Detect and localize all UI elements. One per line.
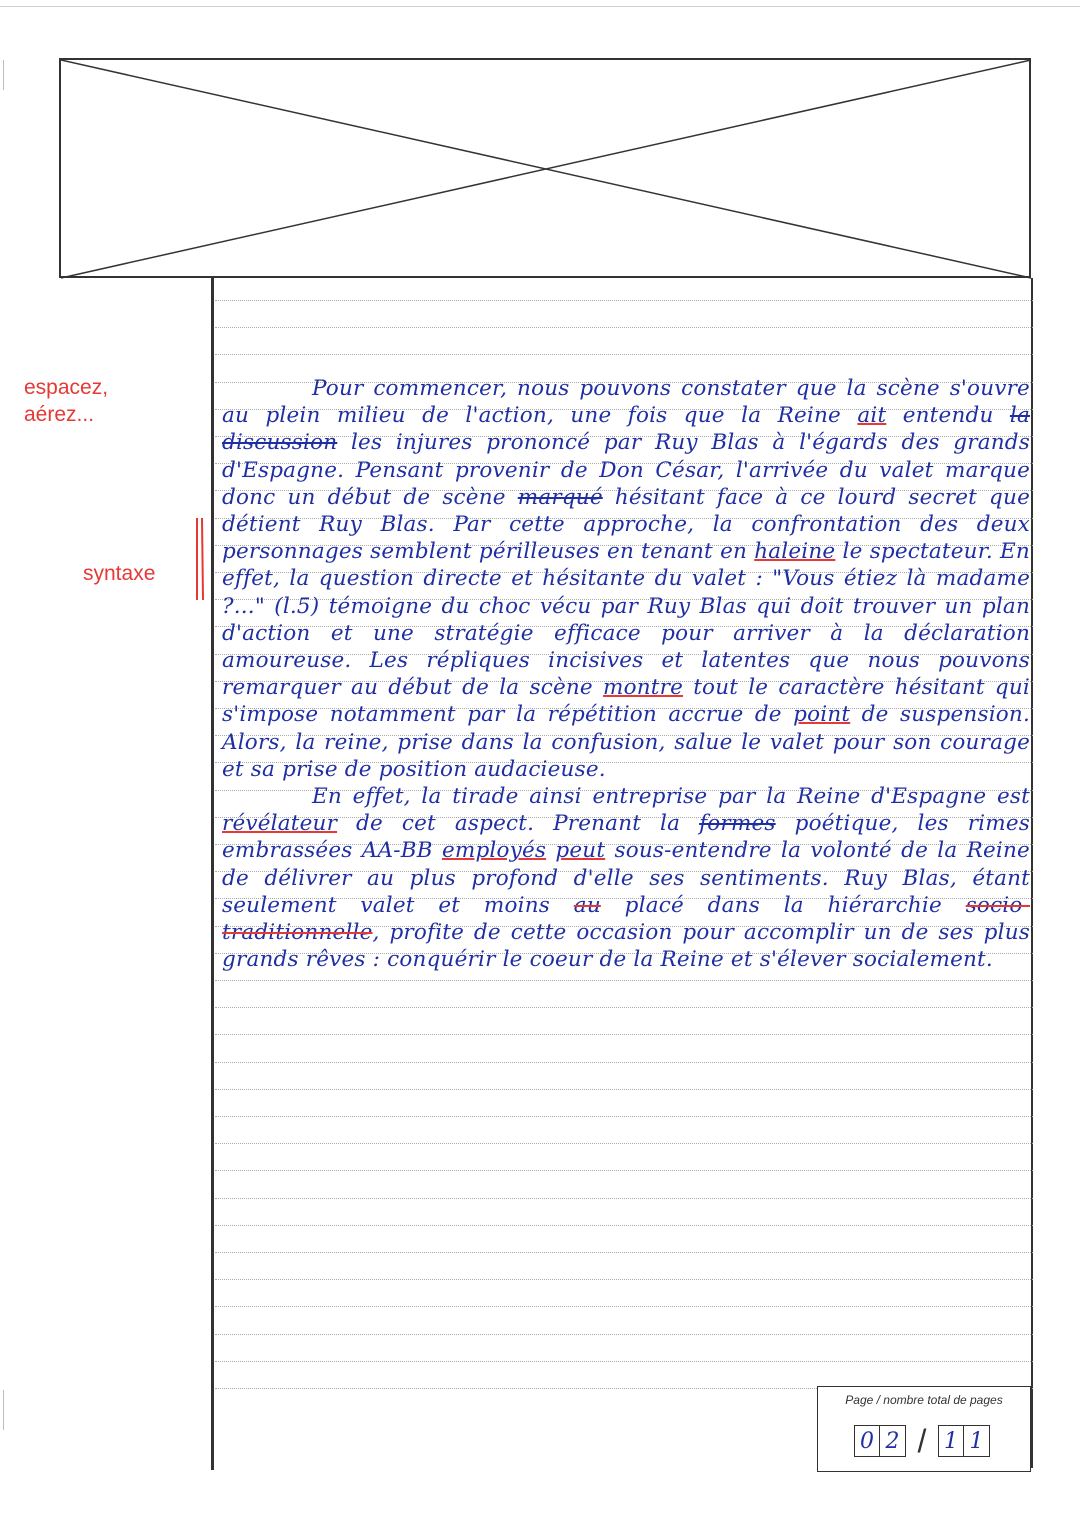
text-run: entendu <box>886 403 1010 429</box>
page-current-digit: 2 <box>880 1425 906 1457</box>
crossed-header-box <box>59 58 1031 278</box>
ruled-line <box>215 300 1033 301</box>
ruled-line <box>215 1143 1033 1144</box>
ruled-line <box>215 1361 1033 1362</box>
page-counter-box <box>817 1386 1031 1472</box>
crossed-out-word: la discussion <box>222 403 1030 456</box>
text-run: tout le caractère hésitant qui s'impose notamment par la répétition accrue de <box>222 675 1030 728</box>
crossed-out-word: au <box>573 892 601 918</box>
corrected-word: point <box>793 702 851 728</box>
ruled-line <box>215 1170 1033 1171</box>
text-run: de cet aspect. Prenant la <box>337 811 700 837</box>
scan-edge-mark <box>3 60 4 90</box>
ruled-line <box>215 327 1033 328</box>
ruled-line <box>215 1116 1033 1117</box>
page-total-digit: 1 <box>938 1425 964 1457</box>
margin-line <box>211 278 214 1470</box>
page-total-digit: 1 <box>964 1425 990 1457</box>
corrected-word: ait <box>857 403 887 429</box>
text-run: de suspension. Alors, la reine, prise dans la confusion, salue le valet pour son courage et sa prise de position audacieuse. <box>222 702 1031 782</box>
top-rule <box>0 6 1080 7</box>
crossed-out-word: socio-traditionnelle <box>222 892 1030 946</box>
corrected-word: employés <box>441 838 547 864</box>
page-slash: / <box>917 1422 927 1459</box>
ruled-line <box>215 1062 1033 1063</box>
text-run: placé dans la hiérarchie <box>600 892 966 918</box>
text-run: Pour commencer, nous pouvons constater que la scène s'ouvre au plein milieu de l'action, une fois que la Reine <box>222 376 1030 429</box>
crossed-out-word: marqué <box>517 484 603 510</box>
corrected-word: montre <box>603 675 684 701</box>
handwritten-text <box>222 375 1030 973</box>
corrected-word: haleine <box>754 539 836 565</box>
text-run: le spectateur. En effet, la question directe et hésitante du valet : "Vous étiez là madame ?..." (l.5) témoigne du choc vécu par Ruy Blas qui doit trouver un plan d'action et une stratégie efficace pour arriver à la déclaration amoureuse. Les répliques incisives et latentes que nous pouvons remarquer au début de la scène <box>222 539 1030 701</box>
ruled-line <box>215 354 1033 355</box>
text-run: , profite de cette occasion pour accomplir un de ses plus grands rêves : conquérir le coeur de la Reine et s'élever socialement. <box>222 920 1030 973</box>
text-run: les injures prononcé par Ruy Blas à l'égards des grands d'Espagne. Pensant provenir de Don César, l'arrivée du valet marque donc un début de scène <box>222 430 1030 510</box>
margin-comment-spacing: espacez, aérez... <box>24 376 109 426</box>
ruled-line <box>215 1279 1033 1280</box>
page-current-digit: 0 <box>854 1425 880 1457</box>
margin-comment-syntax: syntaxe <box>83 562 156 585</box>
ruled-line <box>215 980 1033 981</box>
ruled-line <box>215 1007 1033 1008</box>
ruled-line <box>215 1252 1033 1253</box>
scan-edge-mark <box>3 1390 4 1430</box>
ruled-line <box>215 1225 1033 1226</box>
ruled-line <box>215 1306 1033 1307</box>
corrected-word: peut <box>555 838 606 864</box>
text-run: sous-entendre la volonté de la Reine de délivrer au plus profond d'elle ses sentiments. Ruy Blas, étant seulement valet et moins <box>222 838 1030 918</box>
ruled-line <box>215 1034 1033 1035</box>
ruled-line <box>215 1198 1033 1199</box>
crossed-out-word: formes <box>699 811 776 837</box>
text-run: hésitant face à ce lourd secret que détient Ruy Blas. Par cette approche, la confrontation des deux personnages semblent périlleuses en tenant en <box>222 484 1030 565</box>
ruled-line <box>215 1334 1033 1335</box>
paragraph <box>222 783 1030 973</box>
ruled-line <box>215 1089 1033 1090</box>
paragraph <box>222 375 1030 783</box>
text-run: poétique, les rimes embrassées AA-BB <box>222 811 1030 864</box>
cross-out-icon <box>61 60 1033 280</box>
page-counter-digits <box>854 1423 990 1459</box>
corrected-word: révélateur <box>222 811 338 837</box>
text-run: En effet, la tirade ainsi entreprise par la Reine d'Espagne est <box>312 784 1030 810</box>
syntax-double-bar-icon <box>194 518 206 600</box>
page-counter-label: Page / nombre total de pages <box>845 1393 1003 1407</box>
